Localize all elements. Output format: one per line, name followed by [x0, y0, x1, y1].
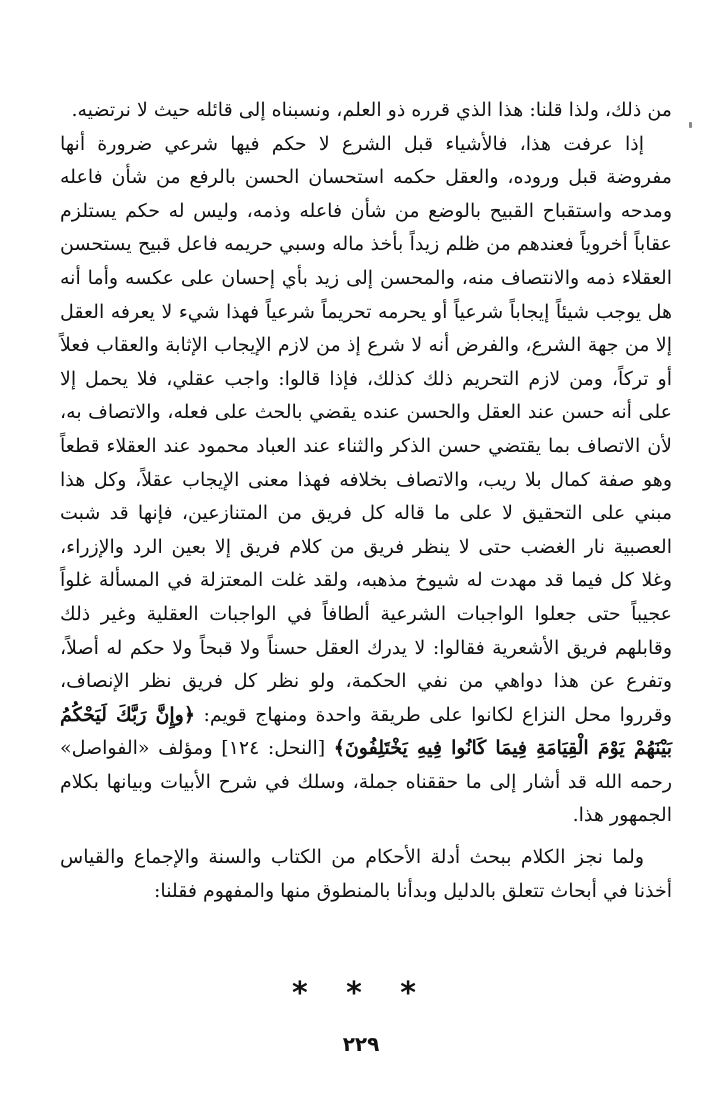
paragraph-main-tail: [النحل: ١٢٤] ومؤلف «الفواصل» رحمه الله قد أشار إلى ما حققناه جملة، وسلك في شرح الأبيات وبيانها بكلام الجمهور هذا.	[60, 737, 672, 827]
section-separator: * * *	[292, 976, 430, 1011]
margin-mark	[689, 122, 692, 128]
quran-verse: ﴿وإِنَّ رَبَّكَ لَيَحْكُمُ بَيْنَهُمْ يَوْمَ الْقِيَامَةِ فِيمَا كَانُوا فِيهِ يَخْتَلِفُونَ﴾	[60, 703, 672, 760]
page-number: ٢٢٩	[342, 1032, 380, 1056]
paragraph-main	[60, 128, 672, 833]
paragraph-main-text: إذا عرفت هذا، فالأشياء قبل الشرع لا حكم فيها شرعي ضرورة أنها مفروضة قبل وروده، والعقل حكمه استحسان الحسن بالرفع من شأن فاعله ومدحه واستقباح القبيح بالوضع من شأن فاعله وذمه، وليس له حكم يستلزم عقاباً أخروياً فعندهم من ظلم زيداً بأخذ ماله وسبي حريمه فاعل قبيح يستحسن العقلاء ذمه والانتصاف منه، والمحسن إلى زيد بأي إحسان على عكسه وأما أنه هل يوجب شيئاً إيجاباً شرعياً أو يحرمه تحريماً شرعياً فهذا شيء لا يعرفه العقل إلا من جهة الشرع، والفرض أنه لا شرع إذ من لازم الإيجاب الإثابة والعقاب فعلاً أو تركاً، ومن لازم التحريم ذلك كذلك، فإذا قالوا: واجب عقلي، فلا يحمل إلا على أنه حسن عند العقل والحسن عنده يقضي بالحث على فعله، والاتصاف به، لأن الاتصاف بما يقتضي حسن الذكر والثناء عند العباد محمود عند العقلاء قطعاً وهو صفة كمال بلا ريب، والاتصاف بخلافه فهذا معنى الإيجاب عقلاً، وكل هذا مبني على التحقيق لا على ما قاله كل فريق من المتنازعين، فإنها قد شبت العصبية نار الغضب حتى لا ينظر فريق من كلام فريق إلا بعين الرد والإزراء، وغلا كل فيما قد مهدت له شيوخ مذهبه، ولقد غلت المعتزلة في المسألة غلواً عجيباً حتى جعلوا الواجبات الشرعية ألطافاً في الواجبات العقلية وغير ذلك وقابلهم فريق الأشعرية فقالوا: لا يدرك العقل حسناً ولا قبحاً ولا حكم له أصلاً، وتفرع عن هذا دواهي من نفي الحكمة، ولو نظر كل فريق نظر الإنصاف، وقرروا محل النزاع لكانوا على طريقة واحدة ومنهاج قويم:	[60, 132, 672, 726]
paragraph-continuation: من ذلك، ولذا قلنا: هذا الذي قرره ذو العلم، ونسبناه إلى قائله حيث لا نرتضيه.	[71, 99, 672, 121]
body-text	[60, 94, 672, 908]
paragraph-closing: ولما نجز الكلام ببحث أدلة الأحكام من الكتاب والسنة والإجماع والقياس أخذنا في أبحاث تتعلق بالدليل وبدأنا بالمنطوق منها والمفهوم فقلنا:	[60, 846, 672, 902]
